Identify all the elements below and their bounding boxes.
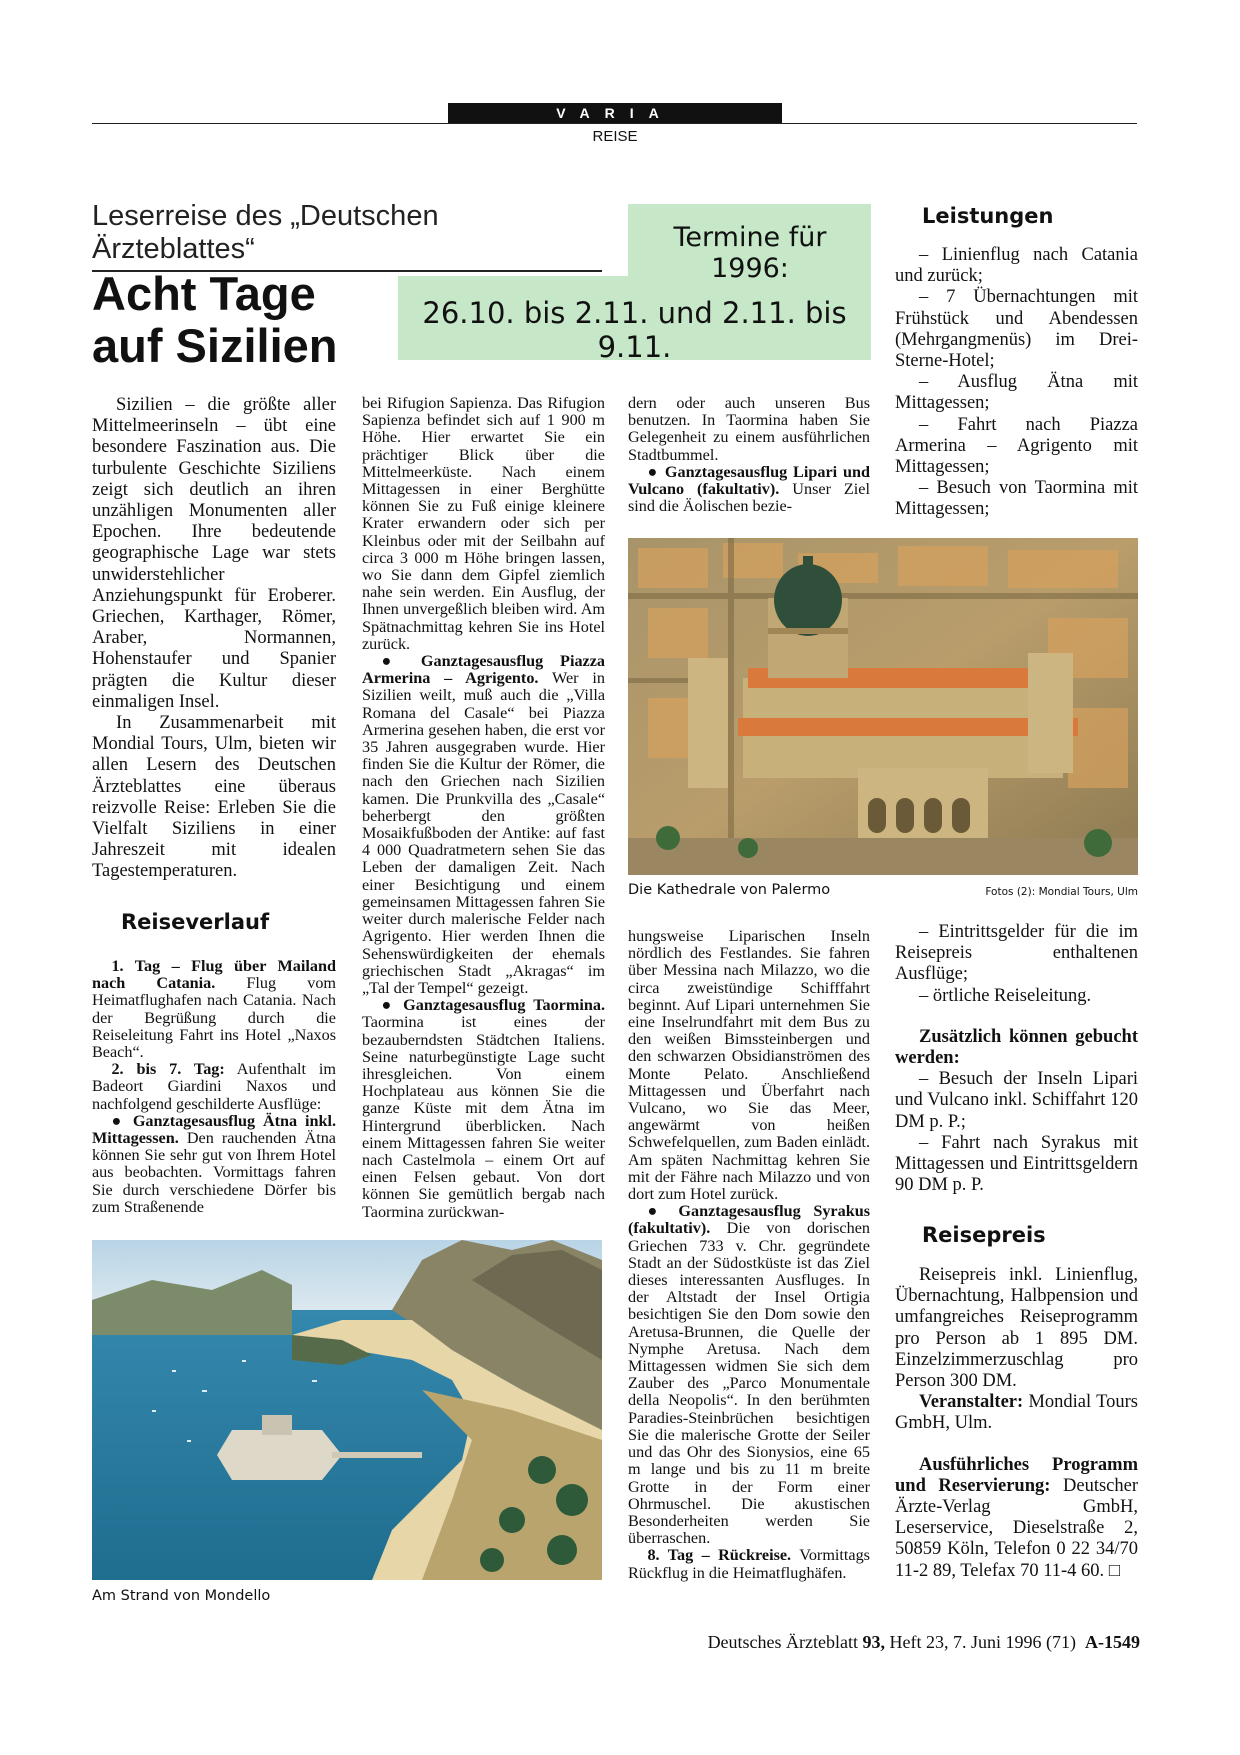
veranstalter-label: Veranstalter: [919,1392,1024,1413]
column-3-top-text [628,395,870,515]
lipari-label: Ganztagesausflug Lipari und Vulcano (fakultativ). [628,462,870,499]
programm-label: Ausführliches Programm und Reservierung: [895,1454,1138,1496]
extra-heading: Zusätzlich können gebucht werden: [895,1026,1138,1069]
bullet-icon: ● [647,462,660,481]
headline [92,268,392,372]
reiseverlauf-text [92,958,336,1216]
day8-label: 8. Tag – Rückreise. [647,1546,792,1565]
column-3-bottom-text [628,928,870,1582]
bullet-icon: ● [647,1202,666,1221]
column-2-text [362,395,605,1221]
mondello-beach-photo [92,1240,602,1580]
aetna-continued: bei Rifugion Sapienza. Das Rifugion Sapienza befindet sich auf 1 900 m Höhe. Hier erwartet Sie ein prächtiger Blick über die Mittelmeerküste. Nach einem Mittagessen in einer Berghütte können Sie zu Fuß einige kleinere Krater erwandern oder sich per Kleinbus oder mit der Seilbahn auf circa 3 000 m Höhe bringen lassen, wo Sie dann dem Gipfel ziemlich nahe sein werden. Ein Ausflug, der Ihnen unvergeßlich bleiben wird. Am Spätnachmittag kehren Sie ins Hotel zurück. [362,394,605,653]
page-footer [580,1632,1140,1653]
reisepreis-text [895,1265,1138,1582]
day1-text: Flug vom Heimatflughafen nach Catania. Nach der Begrüßung durch die Reiseleitung Fahrt ins Hotel „Naxos Beach“. [92,974,336,1062]
taormina-continued: dern oder auch unseren Bus benutzen. In Taormina haben Sie Gelegenheit zu einem ausführlichen Stadtbummel. [628,394,870,464]
extra-item: – Fahrt nach Syrakus mit Mittagessen und Eintrittsgeldern 90 DM p. P. [895,1132,1138,1196]
leistung-item: – Fahrt nach Piazza Armerina – Agrigento mit Mittagessen; [895,414,1138,478]
taormina-label: Ganztagesausflug Taormina. [403,996,605,1015]
day1-label: 1. Tag – Flug über Mailand nach Catania. [92,957,336,993]
intro-paragraph-1: Sizilien – die größte aller Mittelmeerinseln – übt eine besondere Faszination aus. Die turbulente Geschichte Siziliens zeigt sich deutlich an ihren unzähligen Monumenten aller Epochen. Ihre bedeutende geographische Lage war stets unwiderstehlicher Anziehungspunkt für Eroberer. Griechen, Karthager, Römer, Araber, Normannen, Hohenstaufer und Spanier prägten die Kultur dieser einmaligen Insel. [92,395,336,712]
lipari-text: Unser Ziel sind die Äolischen bezie- [628,480,870,516]
footer-volume: 93, [862,1632,886,1652]
section-label: VARIA [448,103,782,123]
footer-issue: Heft 23, 7. Juni 1996 (71) [885,1632,1076,1652]
day2-label: 2. bis 7. Tag: [111,1060,225,1079]
piazza-text: Wer in Sizilien weilt, muß auch die „Villa Romana del Casale“ bei Piazza Armerina gesehen haben, die erst vor 35 Jahren ausgegraben wurde. Hier finden Sie die Kultur der Römer, die nach den Griechen nach Sizilien kamen. Die Prunkvilla des „Casale“ beherbergt den größten Mosaikfußboden der Antike: auf fast 4 000 Quadratmetern sehen Sie das Leben der damaligen Zeit. Nach einer Besichtigung und einem gemeinsamen Mittagessen fahren Sie weiter durch malerische Felder nach Agrigento. Hier werden Ihnen die Sehenswürdigkeiten der ehemals griechischen Stadt „Akragas“ im „Tal der Tempel“ gezeigt. [362,669,605,997]
palermo-cathedral-photo [628,538,1138,875]
leistung-item: – Eintrittsgelder für die im Reisepreis enthaltenen Ausflüge; [895,922,1138,985]
leistungen-heading: Leistungen [922,204,1054,228]
leistung-item: – Ausflug Ätna mit Mittagessen; [895,372,1138,414]
footer-journal: Deutsches Ärzteblatt [707,1632,863,1652]
reisepreis-heading: Reisepreis [922,1223,1046,1247]
headline-line-1: Acht Tage [92,267,316,320]
leistungen-more [895,922,1138,1196]
programm-text: Deutscher Ärzte-Verlag GmbH, Leserservice, Dieselstraße 2, 50859 Köln, Telefon 0 22 34/70 11-2 89, Telefax 70 11-4 60. [895,1475,1138,1581]
header-rule [92,123,1137,124]
end-mark-icon: □ [1108,1560,1120,1581]
kicker: Leserreise des „Deutschen Ärzteblattes“ [92,200,602,272]
syrakus-label: Ganztagesausflug Syrakus (fakultativ). [628,1202,870,1238]
lipari-continued: hungsweise Liparischen Inseln nördlich des Festlandes. Sie fahren über Messina nach Milazzo, wo die circa zweistündige Schifffahrt beginnt. Auf Lipari unternehmen Sie eine Inselrundfahrt mit dem Bus zu den weißen Bimssteinbergen und den schwarzen Obsidianströmen des Monte Pelato. Anschließend Mittagessen und Überfahrt nach Vulcano, wo Sie das Meer, angewärmt von heißen Schwefelquellen, zum Baden einlädt. Am späten Nachmittag kehren Sie mit der Fähre nach Milazzo und von dort zum Hotel zurück. [628,927,870,1204]
aetna-label: Ganztagesausflug Ätna inkl. Mittagessen. [92,1111,337,1148]
termine-title: Termine für 1996: [673,222,827,284]
reisepreis-paragraph: Reisepreis inkl. Linienflug, Übernachtung, Halbpension und umfangreiches Reiseprogramm pro Person ab 1 895 DM. Einzelzimmerzuschlag pro Person 300 DM. [895,1265,1138,1392]
reiseverlauf-heading: Reiseverlauf [121,910,270,934]
footer-page-number: A-1549 [1085,1632,1140,1652]
leistung-item: – 7 Übernachtungen mit Frühstück und Abendessen (Mehrgangmenüs) im Drei-Sterne-Hotel; [895,287,1138,372]
subsection-label: REISE [592,128,638,145]
leistung-item: – Linienflug nach Catania und zurück; [895,245,1138,287]
leistung-item: – Besuch von Taormina mit Mittagessen; [895,478,1138,520]
piazza-label: Ganztagesausflug Piazza Armerina – Agrigento. [362,652,606,688]
day2-text: Aufenthalt im Badeort Giardini Naxos und nachfolgend geschilderte Ausflüge: [92,1060,336,1113]
leistung-item: – örtliche Reiseleitung. [919,985,1092,1006]
veranstalter-text: Mondial Tours GmbH, Ulm. [895,1392,1138,1434]
palermo-caption: Die Kathedrale von Palermo [628,882,831,898]
aetna-text: Den rauchenden Ätna können Sie sehr gut von Ihrem Hotel aus beobachten. Vormittags fahren Sie durch verschiedene Dörfer bis zum Straßenende [92,1129,336,1216]
leistungen-list [895,245,1138,521]
headline-line-2: auf Sizilien [92,319,338,372]
taormina-text: Taormina ist eines der bezauberndsten Städtchen Italiens. Seine naturbegünstigte Lage sucht ihresgleichen. Von einem Hochplateau aus können Sie die ganze Küste mit dem Ätna im Hintergrund überblicken. Nach einem Mittagessen fahren Sie weiter nach Castelmola – einem Ort auf einen Felsen gebaut. Von dort können Sie gemütlich bergab nach Taormina zurückwan- [362,1013,605,1221]
intro-paragraph-2: In Zusammenarbeit mit Mondial Tours, Ulm, bieten wir allen Lesern des Deutschen Ärzteblattes eine überaus reizvolle Reise: Erleben Sie die Vielfalt Siziliens in einer Jahreszeit mit idealen Tagestemperaturen. [92,713,336,882]
syrakus-text: Die von dorischen Griechen 733 v. Chr. gegründete Stadt an der Südostküste ist das Ziel dieses interessanten Ausfluges. In der Altstadt der Insel Ortigia besichtigen Sie den Dom sowie den Aretusa-Brunnen, die Quelle der Nymphe Aretusa. Nach dem Mittagessen widmen Sie sich dem Zauber des „Parco Monumentale della Neopolis“. In den berühmten Paradies-Steinbrüchen besichtigen Sie die malerische Grotte der Seiler und das Ohr des Sionysios, eine 65 m lange und bis zu 11 m breite Grotte in der Form einer Ohrmuschel. Die akustischen Besonderheiten werden Sie überraschen. [628,1219,870,1548]
intro-text [92,395,336,883]
bullet-icon: ● [111,1111,125,1130]
day8-text: Vormittags Rückflug in die Heimatflughäfen. [628,1546,870,1582]
mondello-caption: Am Strand von Mondello [92,1588,271,1604]
extra-item: – Besuch der Inseln Lipari und Vulcano inkl. Schiffahrt 120 DM p. P.; [895,1069,1138,1132]
bullet-icon: ● [381,996,396,1015]
bullet-icon: ● [381,652,405,671]
termine-dates: 26.10. bis 2.11. und 2.11. bis 9.11. [422,296,847,364]
photo-credit: Fotos (2): Mondial Tours, Ulm [985,886,1138,898]
